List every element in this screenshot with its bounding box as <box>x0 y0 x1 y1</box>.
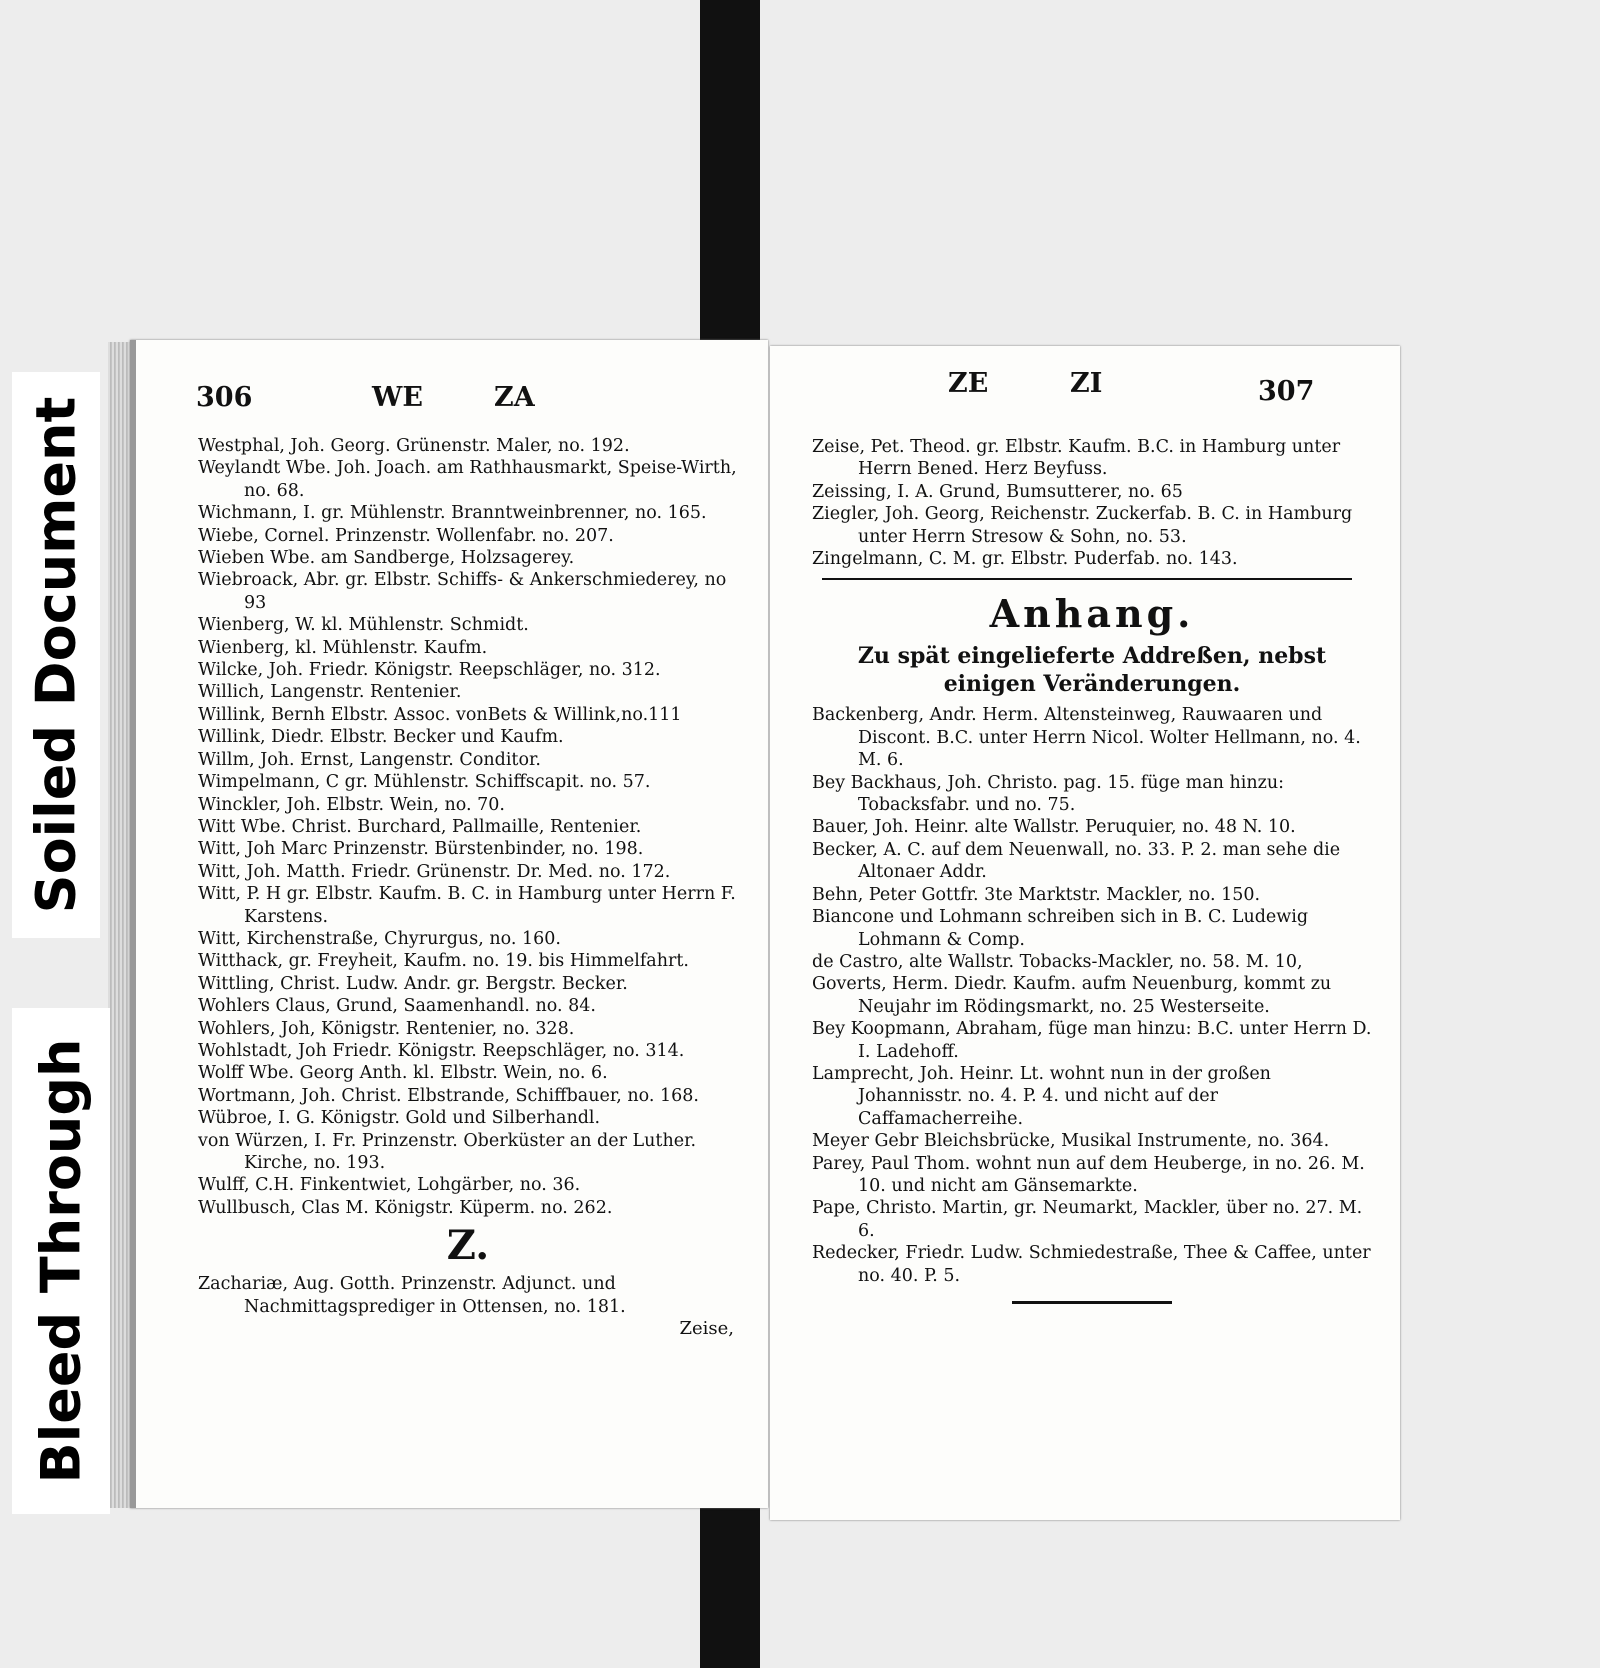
directory-entry: Witthack, gr. Freyheit, Kaufm. no. 19. bis Himmelfahrt. <box>198 951 689 972</box>
directory-entry: Winckler, Joh. Elbstr. Wein, no. 70. <box>198 794 505 815</box>
entry-list <box>198 435 738 1340</box>
z-entries <box>812 436 1372 570</box>
directory-entry: Wittling, Christ. Ludw. Andr. gr. Bergstr. Becker. <box>198 973 628 994</box>
directory-entry: Backenberg, Andr. Herm. Altensteinweg, Rauwaaren und Discont. B.C. unter Herrn Nicol. Wolter Hellmann, no. 4. M. 6. <box>812 705 1361 771</box>
directory-entry: Biancone und Lohmann schreiben sich in B. C. Ludewig Lohmann & Comp. <box>812 907 1309 950</box>
directory-entry: Zachariæ, Aug. Gotth. Prinzenstr. Adjunct. und Nachmittagsprediger in Ottensen, no. 181. <box>198 1274 626 1317</box>
directory-entry: Wichmann, I. gr. Mühlenstr. Branntweinbrenner, no. 165. <box>198 503 707 524</box>
directory-entry: Wiebe, Cornel. Prinzenstr. Wollenfabr. no. 207. <box>198 525 614 546</box>
directory-entry: Goverts, Herm. Diedr. Kaufm. aufm Neuenburg, kommt zu Neujahr im Rödingsmarkt, no. 25 Westerseite. <box>812 974 1332 1017</box>
directory-entry: Zeissing, I. A. Grund, Bumsutterer, no. 65 <box>812 481 1183 502</box>
directory-entry: Meyer Gebr Bleichsbrücke, Musikal Instrumente, no. 364. <box>812 1131 1330 1152</box>
appendix-entries <box>812 704 1372 1287</box>
directory-entry: Willich, Langenstr. Rentenier. <box>198 682 462 703</box>
page-number: 306 <box>196 382 253 413</box>
directory-entry: Zingelmann, C. M. gr. Elbstr. Puderfab. no. 143. <box>812 549 1238 570</box>
directory-entry: Wohlstadt, Joh Friedr. Königstr. Reepschläger, no. 314. <box>198 1040 685 1061</box>
soiled-document-label <box>12 372 100 938</box>
page-number: 307 <box>1258 376 1315 407</box>
directory-entry: Wortmann, Joh. Christ. Elbstrande, Schiffbauer, no. 168. <box>198 1085 699 1106</box>
directory-entry: Witt, Joh. Matth. Friedr. Grünenstr. Dr. Med. no. 172. <box>198 861 671 882</box>
soiled-document-text: Soiled Document <box>24 396 88 914</box>
directory-entry: Pape, Christo. Martin, gr. Neumarkt, Mackler, über no. 27. M. 6. <box>812 1198 1363 1241</box>
directory-entry: Willm, Joh. Ernst, Langenstr. Conditor. <box>198 749 541 770</box>
book-edge <box>108 342 130 1508</box>
section-letter: Z. <box>446 1222 490 1270</box>
appendix-title: Anhang. <box>989 591 1195 637</box>
running-head-left: ZE <box>948 368 989 399</box>
directory-entry: Wübroe, I. G. Königstr. Gold und Silberhandl. <box>198 1108 601 1129</box>
running-head-right: ZA <box>494 382 535 413</box>
directory-entry: Redecker, Friedr. Ludw. Schmiedestraße, Thee & Caffee, unter no. 40. P. 5. <box>812 1243 1371 1286</box>
directory-entry: Wulff, C.H. Finkentwiet, Lohgärber, no. 36. <box>198 1175 581 1196</box>
directory-entry: Ziegler, Joh. Georg, Reichenstr. Zuckerfab. B. C. in Hamburg unter Herrn Stresow & Sohn, no. 53. <box>812 504 1353 547</box>
directory-entry: Parey, Paul Thom. wohnt nun auf dem Heuberge, in no. 26. M. 10. und nicht am Gänsemarkte. <box>812 1153 1365 1196</box>
directory-entry: Weylandt Wbe. Joh. Joach. am Rathhausmarkt, Speise-Wirth, no. 68. <box>198 458 737 501</box>
directory-entry: Bey Koopmann, Abraham, füge man hinzu: B.C. unter Herrn D. I. Ladehoff. <box>812 1019 1372 1062</box>
directory-entry: Wiebroack, Abr. gr. Elbstr. Schiffs- & Ankerschmiederey, no 93 <box>198 570 727 613</box>
w-entries <box>198 435 738 1219</box>
directory-entry: Bey Backhaus, Joh. Christo. pag. 15. füge man hinzu: Tobacksfabr. und no. 75. <box>812 772 1284 816</box>
z-entries <box>198 1273 738 1318</box>
directory-entry: von Würzen, I. Fr. Prinzenstr. Oberküster an der Luther. Kirche, no. 193. <box>198 1130 697 1173</box>
entry-list <box>812 436 1372 1304</box>
directory-entry: Westphal, Joh. Georg. Grünenstr. Maler, no. 192. <box>198 436 630 456</box>
right-page <box>770 346 1400 1520</box>
directory-entry: de Castro, alte Wallstr. Tobacks-Mackler, no. 58. M. 10, <box>812 951 1303 972</box>
directory-entry: Wilcke, Joh. Friedr. Königstr. Reepschläger, no. 312. <box>198 660 661 681</box>
directory-entry: Zeise, Pet. Theod. gr. Elbstr. Kaufm. B.C. in Hamburg unter Herrn Bened. Herz Beyfuss. <box>812 437 1341 480</box>
directory-entry: Wohlers Claus, Grund, Saamenhandl. no. 84. <box>198 996 596 1017</box>
directory-entry: Willink, Diedr. Elbstr. Becker und Kaufm. <box>198 727 564 748</box>
directory-entry: Behn, Peter Gottfr. 3te Marktstr. Mackler, no. 150. <box>812 884 1261 905</box>
directory-entry: Witt Wbe. Christ. Burchard, Pallmaille, Rentenier. <box>198 816 642 837</box>
end-rule <box>1012 1301 1172 1304</box>
directory-entry: Wienberg, W. kl. Mühlenstr. Schmidt. <box>198 615 529 636</box>
directory-entry: Wimpelmann, C gr. Mühlenstr. Schiffscapit. no. 57. <box>198 772 651 793</box>
directory-entry: Bauer, Joh. Heinr. alte Wallstr. Peruquier, no. 48 N. 10. <box>812 817 1296 838</box>
directory-entry: Wolff Wbe. Georg Anth. kl. Elbstr. Wein, no. 6. <box>198 1063 608 1084</box>
directory-entry: Wullbusch, Clas M. Königstr. Küperm. no. 262. <box>198 1197 613 1218</box>
directory-entry: Wohlers, Joh, Königstr. Rentenier, no. 328. <box>198 1018 575 1039</box>
divider-rule <box>822 578 1352 580</box>
directory-entry: Witt, Kirchenstraße, Chyrurgus, no. 160. <box>198 928 561 949</box>
running-head-left: WE <box>372 382 423 413</box>
running-head-right: ZI <box>1070 368 1103 399</box>
catchword: Zeise, <box>679 1318 734 1340</box>
directory-entry: Wienberg, kl. Mühlenstr. Kaufm. <box>198 637 488 658</box>
directory-entry: Witt, Joh Marc Prinzenstr. Bürstenbinder, no. 198. <box>198 839 644 860</box>
left-page <box>130 340 768 1508</box>
bleed-through-text: Bleed Through <box>29 1038 93 1484</box>
directory-entry: Lamprecht, Joh. Heinr. Lt. wohnt nun in der großen Johannisstr. no. 4. P. 4. und nicht auf der Caffamacherreihe. <box>812 1063 1271 1129</box>
bleed-through-label <box>12 1008 110 1514</box>
appendix-subtitle: Zu spät eingelieferte Addreßen, nebst einigen Veränderungen. <box>857 643 1327 698</box>
directory-entry: Willink, Bernh Elbstr. Assoc. vonBets & Willink,no.111 <box>198 704 682 725</box>
directory-entry: Wieben Wbe. am Sandberge, Holzsagerey. <box>198 548 575 569</box>
directory-entry: Becker, A. C. auf dem Neuenwall, no. 33. P. 2. man sehe die Altonaer Addr. <box>812 839 1341 883</box>
directory-entry: Witt, P. H gr. Elbstr. Kaufm. B. C. in Hamburg unter Herrn F. Karstens. <box>198 884 736 927</box>
